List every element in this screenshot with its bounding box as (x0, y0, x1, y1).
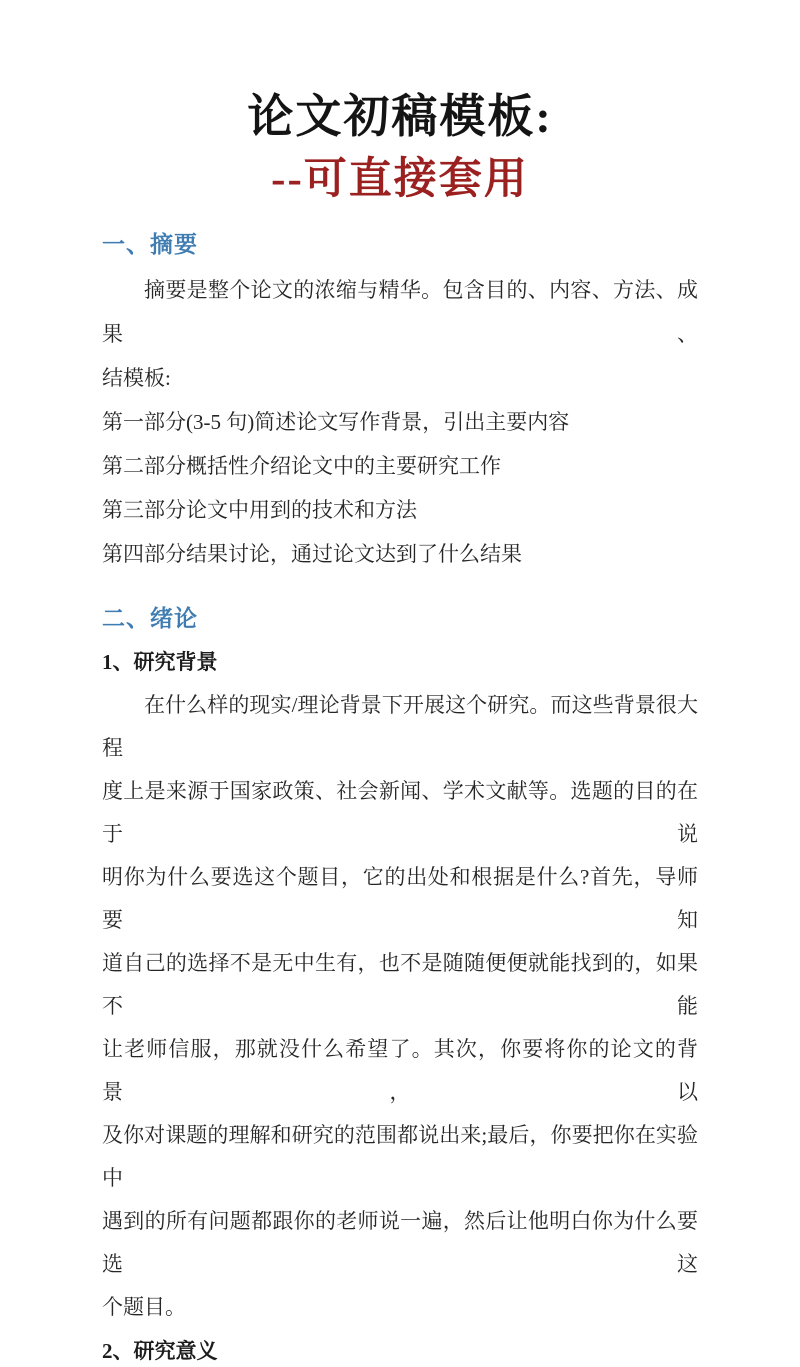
subheading-research-significance: 2、研究意义 (102, 1339, 218, 1363)
background-paragraph-line: 度上是来源于国家政策、社会新闻、学术文献等。选题的目的在于说 (102, 779, 698, 846)
abstract-paragraph-line: 摘要是整个论文的浓缩与精华。包含目的、内容、方法、成果、 (102, 278, 698, 346)
section-heading-intro: 二、绪论 (102, 606, 198, 631)
doc-subtitle: --可直接套用 (271, 156, 529, 203)
abstract-paragraph (102, 268, 698, 400)
research-background-paragraph (102, 684, 698, 1329)
background-paragraph-line: 在什么样的现实/理论背景下开展这个研究。而这些背景很大程 (102, 693, 698, 760)
background-paragraph-line: 明你为什么要选这个题目，它的出处和根据是什么?首先，导师要知 (102, 865, 698, 932)
abstract-item: 第二部分概括性介绍论文中的主要研究工作 (102, 454, 501, 478)
subheading-research-background: 1、研究背景 (102, 650, 218, 674)
abstract-item: 第一部分(3-5 句)简述论文写作背景，引出主要内容 (102, 410, 570, 434)
background-paragraph-line: 道自己的选择不是无中生有，也不是随随便便就能找到的，如果不能 (102, 951, 698, 1018)
abstract-paragraph-line: 结模板: (102, 366, 171, 390)
doc-title: 论文初稿模板: (247, 91, 553, 142)
background-paragraph-line: 让老师信服，那就没什么希望了。其次，你要将你的论文的背景，以 (102, 1037, 698, 1104)
background-paragraph-line: 遇到的所有问题都跟你的老师说一遍，然后让他明白你为什么要选这 (102, 1209, 698, 1276)
section-heading-abstract: 一、摘要 (102, 232, 198, 257)
abstract-item: 第三部分论文中用到的技术和方法 (102, 498, 417, 522)
abstract-item: 第四部分结果讨论，通过论文达到了什么结果 (102, 542, 522, 566)
background-paragraph-line: 个题目。 (102, 1295, 186, 1319)
background-paragraph-line: 及你对课题的理解和研究的范围都说出来;最后，你要把你在实验中 (102, 1123, 698, 1190)
abstract-item-list (102, 400, 698, 576)
